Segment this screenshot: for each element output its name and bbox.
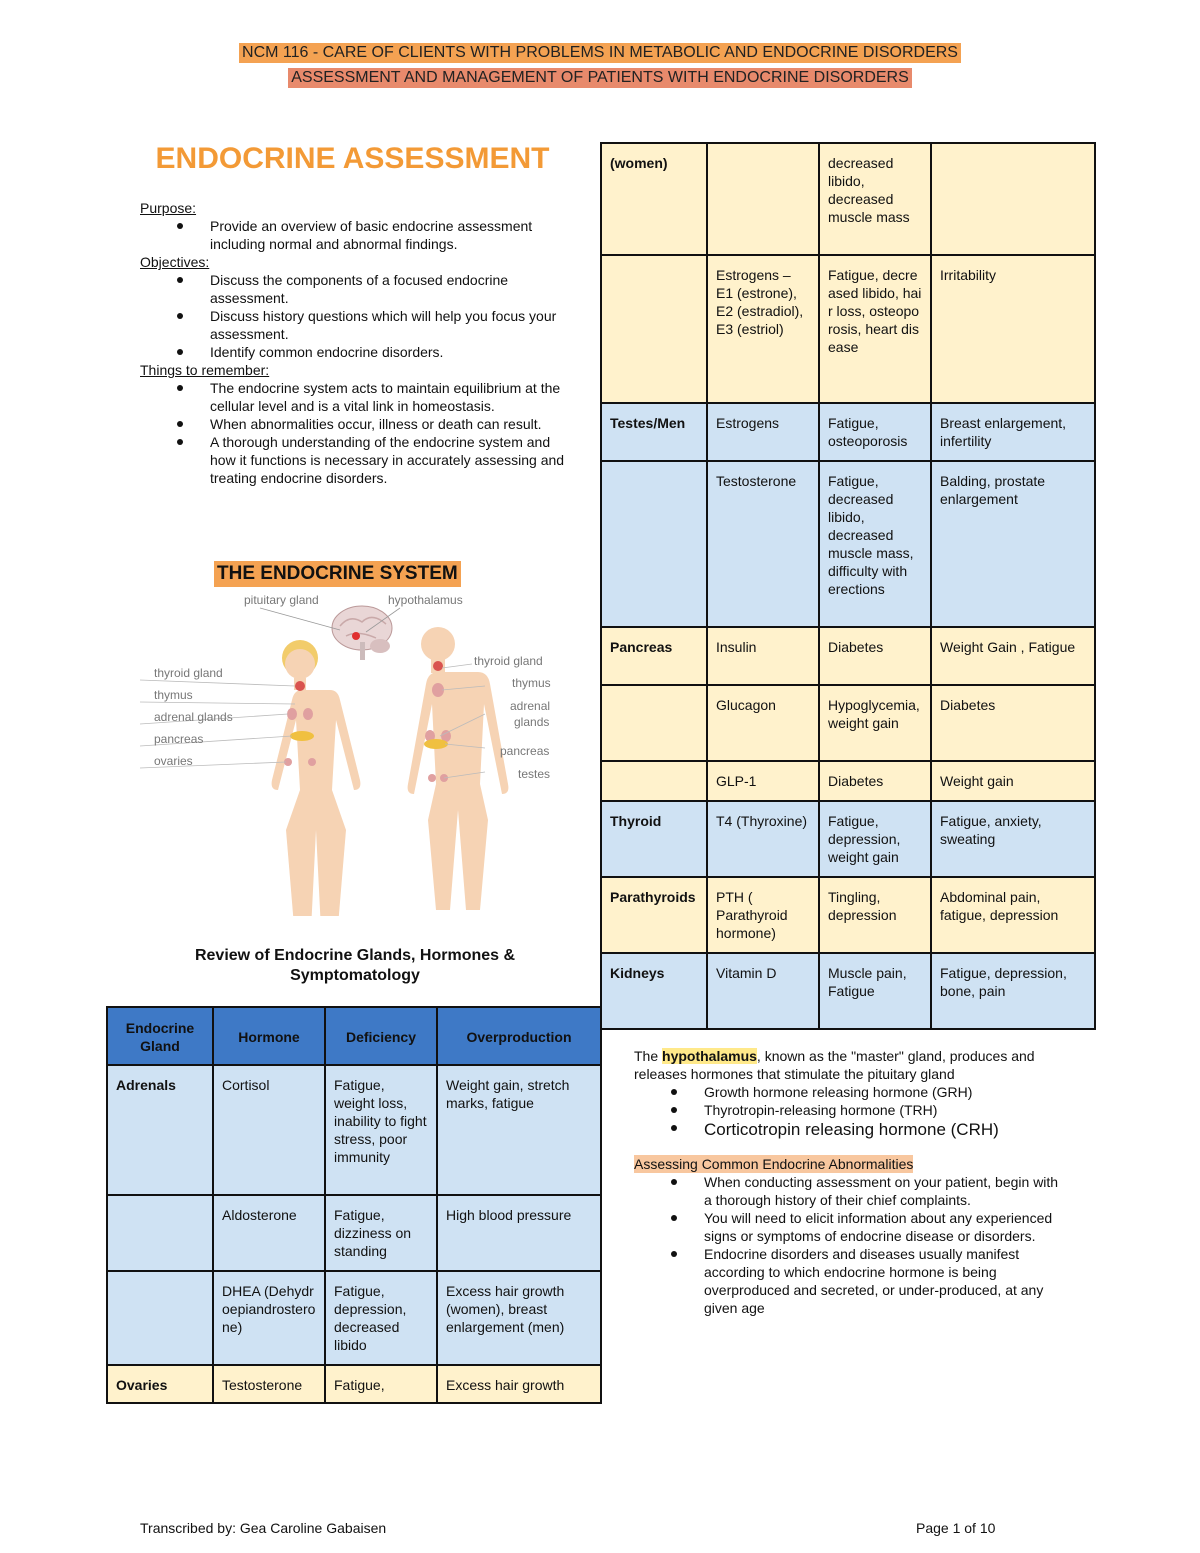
- table-cell: [107, 1271, 213, 1365]
- adrenal-label-right-2: glands: [514, 715, 550, 729]
- table-cell: Ovaries: [107, 1365, 213, 1403]
- table-cell: [107, 1195, 213, 1271]
- table-cell: [707, 143, 819, 255]
- endocrine-system-figure: [140, 586, 570, 916]
- table-cell: Weight gain: [931, 761, 1095, 801]
- table-cell: [601, 685, 707, 761]
- table-cell: Diabetes: [819, 627, 931, 685]
- course-title: NCM 116 - CARE OF CLIENTS WITH PROBLEMS IN METABOLIC AND ENDOCRINE DISORDERS: [239, 43, 961, 63]
- table-cell: Abdominal pain, fatigue, depression: [931, 877, 1095, 953]
- table-row: [601, 627, 1095, 685]
- table-cell: Fatigue, decreased libido, hair loss, osteoporosis, heart disease: [819, 255, 931, 403]
- list-item: When conducting assessment on your patient, begin with a thorough history of their chief complaints.: [704, 1173, 1064, 1209]
- list-item: Corticotropin releasing hormone (CRH): [704, 1119, 1064, 1141]
- table-cell: Diabetes: [819, 761, 931, 801]
- table-cell: Vitamin D: [707, 953, 819, 1029]
- table-cell: [601, 761, 707, 801]
- glands-table-2: [600, 142, 1096, 1030]
- list-item: Discuss the components of a focused endocrine assessment.: [210, 271, 570, 307]
- column-header: Endocrine Gland: [107, 1007, 213, 1065]
- table-cell: Tingling, depression: [819, 877, 931, 953]
- footer-transcriber: Transcribed by: Gea Caroline Gabaisen: [140, 1520, 387, 1536]
- list-item: When abnormalities occur, illness or death can result.: [210, 415, 570, 433]
- table-cell: Fatigue, weight loss, inability to fight stress, poor immunity: [325, 1065, 437, 1195]
- table-cell: Fatigue,: [325, 1365, 437, 1403]
- table-cell: Hypoglycemia, weight gain: [819, 685, 931, 761]
- ovaries-label: ovaries: [154, 754, 193, 768]
- table-cell: Balding, prostate enlargement: [931, 461, 1095, 627]
- pituitary-label: pituitary gland: [244, 593, 319, 607]
- assessing-list: [634, 1173, 1064, 1317]
- table-cell: Aldosterone: [213, 1195, 325, 1271]
- table-row: [601, 877, 1095, 953]
- intro-section: [140, 199, 570, 487]
- endocrine-system-title: THE ENDOCRINE SYSTEM: [214, 561, 461, 587]
- table-cell: T4 (Thyroxine): [707, 801, 819, 877]
- adrenal-label-left: adrenal glands: [154, 710, 233, 724]
- page-title: ENDOCRINE ASSESSMENT: [155, 142, 550, 175]
- column-header: Overproduction: [437, 1007, 601, 1065]
- table-cell: Irritability: [931, 255, 1095, 403]
- table-cell: Testosterone: [213, 1365, 325, 1403]
- table-row: [107, 1365, 601, 1403]
- table-row: [107, 1271, 601, 1365]
- topic-header: [0, 68, 1200, 88]
- course-header: [0, 43, 1200, 63]
- assessing-title: Assessing Common Endocrine Abnormalities: [634, 1156, 914, 1172]
- table-cell: Weight Gain , Fatigue: [931, 627, 1095, 685]
- table-cell: Adrenals: [107, 1065, 213, 1195]
- list-item: Provide an overview of basic endocrine assessment including normal and abnormal findings.: [210, 217, 570, 253]
- pancreas-label-left: pancreas: [154, 732, 204, 746]
- hypothalamus-highlight: hypothalamus: [662, 1048, 757, 1064]
- table-row: [601, 953, 1095, 1029]
- hypothalamus-section: [634, 1047, 1064, 1317]
- table-cell: GLP-1: [707, 761, 819, 801]
- table-cell: (women): [601, 143, 707, 255]
- list-item: The endocrine system acts to maintain equilibrium at the cellular level and is a vital link in homeostasis.: [210, 379, 570, 415]
- table-cell: [601, 255, 707, 403]
- objectives-list: [140, 271, 570, 361]
- table-cell: Estrogens: [707, 403, 819, 461]
- table-row: [601, 685, 1095, 761]
- table-cell: [931, 143, 1095, 255]
- thyroid-label-left: thyroid gland: [154, 666, 223, 680]
- hypothalamus-label: hypothalamus: [388, 593, 463, 607]
- table-cell: Parathyroids: [601, 877, 707, 953]
- table-cell: Testes/Men: [601, 403, 707, 461]
- table-cell: Pancreas: [601, 627, 707, 685]
- purpose-list: [140, 217, 570, 253]
- table-cell: Thyroid: [601, 801, 707, 877]
- column-header: Deficiency: [325, 1007, 437, 1065]
- list-item: Identify common endocrine disorders.: [210, 343, 570, 361]
- table-row: [601, 255, 1095, 403]
- testes-label: testes: [518, 767, 551, 781]
- table-cell: Muscle pain, Fatigue: [819, 953, 931, 1029]
- table-row: [601, 761, 1095, 801]
- list-item: You will need to elicit information about any experienced signs or symptoms of endocrine disease or disorders.: [704, 1209, 1064, 1245]
- female-body: [270, 640, 360, 916]
- table-row: [107, 1065, 601, 1195]
- table-cell: Fatigue, decreased libido, decreased muscle mass, difficulty with erections: [819, 461, 931, 627]
- table-cell: Weight gain, stretch marks, fatigue: [437, 1065, 601, 1195]
- table-cell: Excess hair growth: [437, 1365, 601, 1403]
- hypothalamus-paragraph: [634, 1047, 1064, 1083]
- table-cell: Fatigue, depression, decreased libido: [325, 1271, 437, 1365]
- topic-title: ASSESSMENT AND MANAGEMENT OF PATIENTS WITH ENDOCRINE DISORDERS: [288, 68, 912, 88]
- review-title: Review of Endocrine Glands, Hormones & Symptomatology: [194, 947, 516, 984]
- remember-list: [140, 379, 570, 487]
- table-cell: Fatigue, anxiety, sweating: [931, 801, 1095, 877]
- purpose-label: Purpose:: [140, 200, 197, 216]
- table-row: [601, 461, 1095, 627]
- table-row: [107, 1195, 601, 1271]
- objectives-label: Objectives:: [140, 254, 210, 270]
- column-header: Hormone: [213, 1007, 325, 1065]
- footer-page-number: Page 1 of 10: [916, 1520, 996, 1536]
- table-cell: Breast enlargement, infertility: [931, 403, 1095, 461]
- table-cell: Kidneys: [601, 953, 707, 1029]
- remember-label: Things to remember:: [140, 362, 270, 378]
- table-cell: [601, 461, 707, 627]
- adrenal-label-right-1: adrenal: [510, 699, 551, 713]
- table-cell: Insulin: [707, 627, 819, 685]
- table-row: [601, 801, 1095, 877]
- thyroid-label-right: thyroid gland: [474, 654, 543, 668]
- text: The: [634, 1048, 663, 1064]
- text: , known as the "master" gland, produces and releases hormones that stimulate the pituitary gland: [634, 1048, 1035, 1082]
- table-cell: Testosterone: [707, 461, 819, 627]
- table-cell: decreased libido, decreased muscle mass: [819, 143, 931, 255]
- male-body: [398, 627, 508, 910]
- thymus-label-right: thymus: [512, 676, 551, 690]
- table-row: [601, 403, 1095, 461]
- list-item: Growth hormone releasing hormone (GRH): [704, 1083, 1064, 1101]
- table-cell: Glucagon: [707, 685, 819, 761]
- table-cell: Cortisol: [213, 1065, 325, 1195]
- table-cell: Excess hair growth (women), breast enlargement (men): [437, 1271, 601, 1365]
- list-item: Thyrotropin-releasing hormone (TRH): [704, 1101, 1064, 1119]
- table-cell: Diabetes: [931, 685, 1095, 761]
- table-cell: DHEA (Dehydroepiandrosterone): [213, 1271, 325, 1365]
- table-cell: Fatigue, depression, bone, pain: [931, 953, 1095, 1029]
- list-item: Endocrine disorders and diseases usually manifest according to which endocrine hormone is being overproduced and secreted, or under-produced, at any given age: [704, 1245, 1064, 1317]
- table-cell: Fatigue, osteoporosis: [819, 403, 931, 461]
- pancreas-label-right: pancreas: [500, 744, 550, 758]
- glands-table-1: [106, 1006, 602, 1404]
- table-row: [601, 143, 1095, 255]
- hypothalamus-list: [634, 1083, 1064, 1141]
- table-cell: Fatigue, dizziness on standing: [325, 1195, 437, 1271]
- list-item: Discuss history questions which will help you focus your assessment.: [210, 307, 570, 343]
- table-cell: High blood pressure: [437, 1195, 601, 1271]
- list-item: A thorough understanding of the endocrine system and how it functions is necessary in accurately assessing and treating endocrine disorders.: [210, 433, 570, 487]
- table-cell: PTH ( Parathyroid hormone): [707, 877, 819, 953]
- thymus-label-left: thymus: [154, 688, 193, 702]
- brain-illustration: [332, 606, 392, 660]
- table-cell: Estrogens – E1 (estrone), E2 (estradiol), E3 (estriol): [707, 255, 819, 403]
- table-cell: Fatigue, depression, weight gain: [819, 801, 931, 877]
